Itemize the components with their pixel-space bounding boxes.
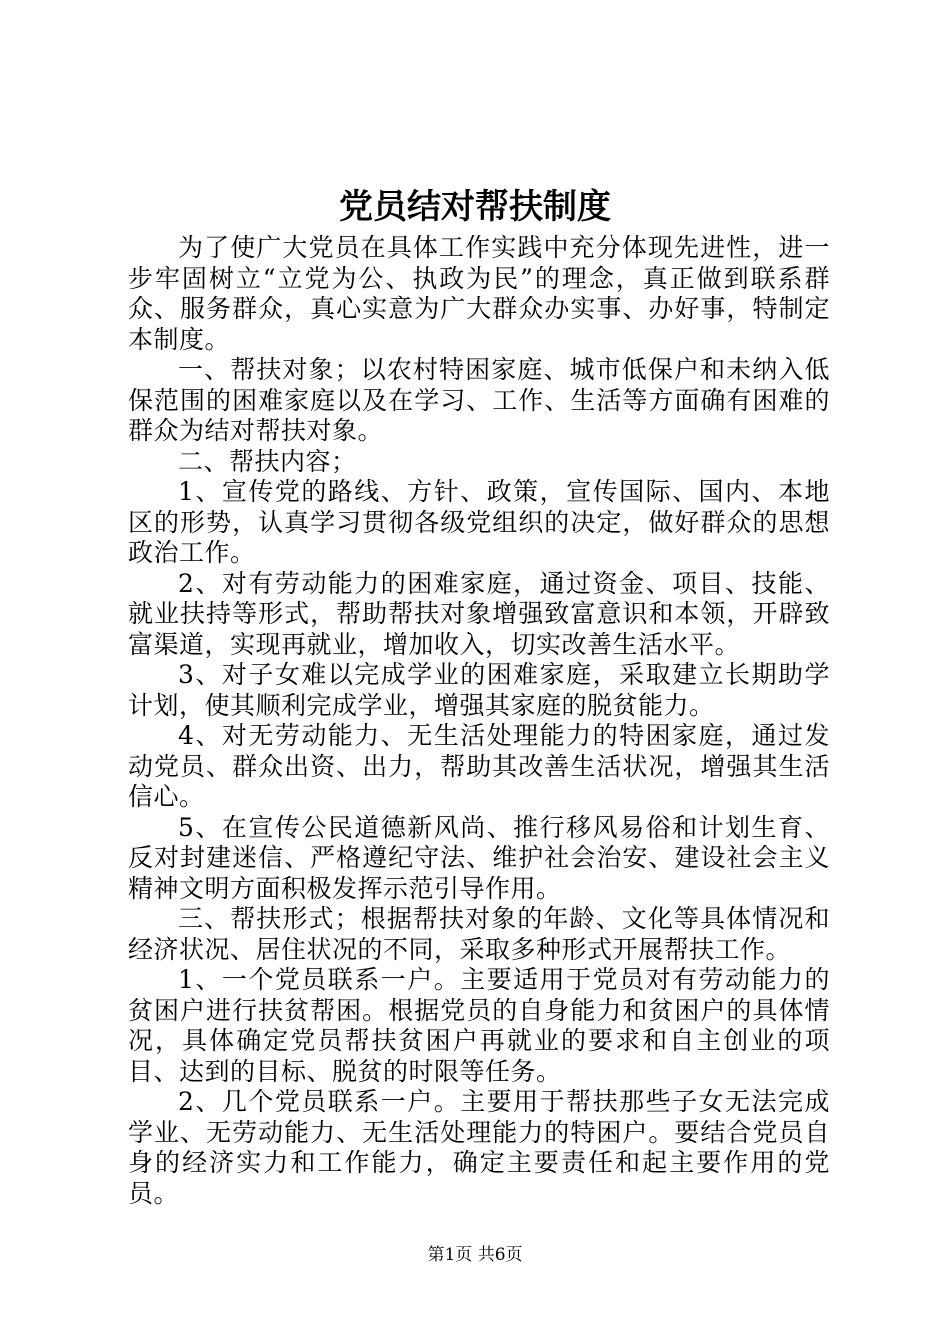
paragraph-form-item-2: 2、几个党员联系一户。主要用于帮扶那些子女无法完成学业、无劳动能力、无生活处理能力的特困户。要结合党员自身的经济实力和工作能力，确定主要责任和起主要作用的党员。 bbox=[128, 1087, 830, 1208]
page-number-footer: 第1页 共6页 bbox=[427, 1245, 523, 1265]
paragraph-content-item-2: 2、对有劳动能力的困难家庭，通过资金、项目、技能、就业扶持等形式，帮助帮扶对象增强致富意识和本领，开辟致富渠道，实现再就业，增加收入，切实改善生活水平。 bbox=[128, 568, 830, 659]
paragraph-content-item-3: 3、对子女难以完成学业的困难家庭，采取建立长期助学计划，使其顺利完成学业，增强其家庭的脱贫能力。 bbox=[128, 660, 830, 720]
document-body bbox=[128, 233, 830, 1209]
paragraph-content-item-5: 5、在宣传公民道德新风尚、推行移风易俗和计划生育、反对封建迷信、严格遵纪守法、维护社会治安、建设社会主义精神文明方面积极发挥示范引导作用。 bbox=[128, 812, 830, 903]
paragraph-section-1-targets: 一、帮扶对象；以农村特困家庭、城市低保户和未纳入低保范围的困难家庭以及在学习、工作、生活等方面确有困难的群众为结对帮扶对象。 bbox=[128, 355, 830, 445]
paragraph-content-item-4: 4、对无劳动能力、无生活处理能力的特困家庭，通过发动党员、群众出资、出力，帮助其改善生活状况，增强其生活信心。 bbox=[128, 721, 830, 811]
paragraph-content-item-1: 1、宣传党的路线、方针、政策，宣传国际、国内、本地区的形势，认真学习贯彻各级党组织的决定，做好群众的思想政治工作。 bbox=[128, 477, 830, 567]
paragraph-section-3-forms: 三、帮扶形式；根据帮扶对象的年龄、文化等具体情况和经济状况、居住状况的不同，采取多种形式开展帮扶工作。 bbox=[128, 904, 830, 964]
document-title: 党员结对帮扶制度 bbox=[339, 187, 611, 227]
paragraph-form-item-1: 1、一个党员联系一户。主要适用于党员对有劳动能力的贫困户进行扶贫帮困。根据党员的自身能力和贫困户的具体情况，具体确定党员帮扶贫困户再就业的要求和自主创业的项目、达到的目标、脱贫的时限等任务。 bbox=[128, 965, 830, 1086]
paragraph-section-2-heading: 二、帮扶内容； bbox=[178, 446, 357, 476]
paragraph-intro: 为了使广大党员在具体工作实践中充分体现先进性，进一步牢固树立“立党为公、执政为民”的理念，真正做到联系群众、服务群众，真心实意为广大群众办实事、办好事，特制定本制度。 bbox=[128, 233, 830, 354]
